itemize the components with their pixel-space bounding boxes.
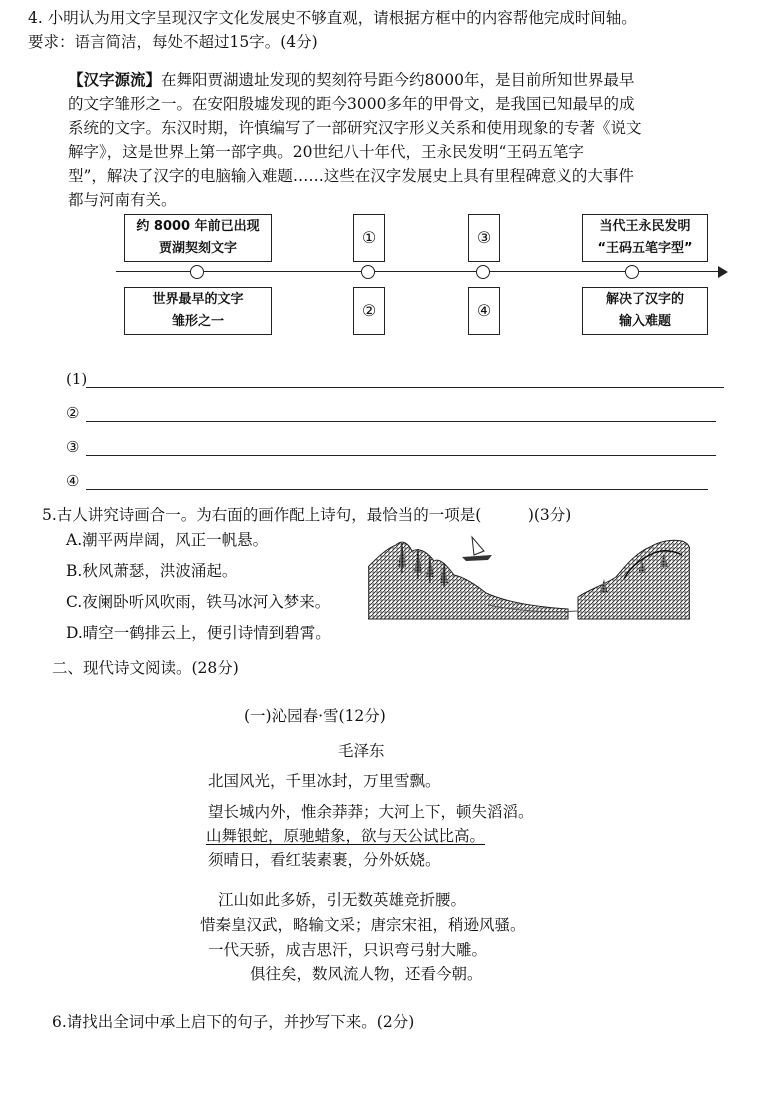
answer-label-3: ③ xyxy=(66,438,80,456)
answer-line-4[interactable] xyxy=(86,489,708,490)
box-text: 世界最早的文字 xyxy=(152,292,244,307)
blank-number: ① xyxy=(361,228,377,247)
passage-tag: 【汉字源流】 xyxy=(68,70,162,89)
q6-stem: 6.请找出全词中承上启下的句子，并抄写下来。(2分) xyxy=(52,1013,415,1031)
poem-line-1: 北国风光，千里冰封，万里雪飘。 xyxy=(208,772,441,790)
box-text: 约 8000 年前已出现 xyxy=(136,219,260,234)
q5-option-a[interactable]: A.潮平两岸阔，风正一帆悬。 xyxy=(66,531,269,549)
passage-line1-text: 在舞阳贾湖遗址发现的契刻符号距今约8000年，是目前所知世界最早 xyxy=(161,71,635,89)
timeline-box-bottom-4 xyxy=(582,287,708,335)
answer-line-2[interactable] xyxy=(86,421,716,422)
landscape-painting xyxy=(368,527,690,620)
timeline-node-1 xyxy=(190,265,204,279)
passage-line2: 的文字雏形之一。在安阳殷墟发现的距今3000多年的甲骨文，是我国已知最早的成 xyxy=(68,95,635,113)
blank-number: ② xyxy=(361,301,377,320)
poem-line-5: 江山如此多娇，引无数英雄竞折腰。 xyxy=(218,891,467,909)
timeline-blank-1[interactable] xyxy=(353,214,385,262)
section2-heading: 二、现代诗文阅读。(28分) xyxy=(52,659,239,677)
timeline-box-top-1 xyxy=(124,214,272,262)
box-text: “王码五笔字型” xyxy=(597,241,693,256)
timeline-blank-3[interactable] xyxy=(468,214,500,262)
poem-author: 毛泽东 xyxy=(338,742,385,760)
box-text: 贾湖契刻文字 xyxy=(158,241,237,256)
poem-line-2: 望长城内外，惟余莽莽；大河上下，顿失滔滔。 xyxy=(208,803,534,821)
poem-title: (一)沁园春·雪(12分) xyxy=(244,707,386,725)
passage-line4: 解字》，这是世界上第一部字典。20世纪八十年代，王永民发明“王码五笔字 xyxy=(68,143,584,161)
timeline-arrow-icon xyxy=(718,266,728,278)
passage-line1 xyxy=(68,70,634,90)
box-text: 当代王永民发明 xyxy=(599,219,691,234)
poem-line-6: 惜秦皇汉武，略输文采；唐宗宋祖，稍逊风骚。 xyxy=(200,916,526,934)
box-text: 雏形之一 xyxy=(171,314,224,329)
timeline-node-3 xyxy=(476,265,490,279)
passage-line6: 都与河南有关。 xyxy=(68,191,177,209)
passage-line5: 型”，解决了汉字的电脑输入难题……这些在汉字发展史上具有里程碑意义的大事件 xyxy=(68,167,634,185)
q5-option-c[interactable]: C.夜阑卧听风吹雨，铁马冰河入梦来。 xyxy=(66,593,331,611)
q4-stem-line1: 4. 小明认为用文字呈现汉字文化发展史不够直观，请根据方框中的内容帮他完成时间轴。 xyxy=(28,9,637,27)
timeline-node-4 xyxy=(625,265,639,279)
q5-option-b[interactable]: B.秋风萧瑟，洪波涌起。 xyxy=(66,562,238,580)
blank-number: ③ xyxy=(476,228,492,247)
blank-number: ④ xyxy=(476,301,492,320)
timeline-box-top-4 xyxy=(582,214,708,262)
q4-stem-line2: 要求：语言简洁，每处不超过15字。(4分) xyxy=(28,33,318,51)
poem-line-8: 俱往矣，数风流人物，还看今朝。 xyxy=(250,965,483,983)
box-text: 输入难题 xyxy=(618,314,671,329)
box-text: 解决了汉字的 xyxy=(605,292,684,307)
timeline-blank-2[interactable] xyxy=(353,287,385,335)
answer-line-3[interactable] xyxy=(86,455,716,456)
answer-label-2: ② xyxy=(66,404,80,422)
answer-line-1[interactable] xyxy=(86,387,724,388)
timeline-box-bottom-1 xyxy=(124,287,272,335)
timeline-node-2 xyxy=(361,265,375,279)
answer-label-1: (1) xyxy=(66,370,88,388)
poem-line-3-underlined: 山舞银蛇，原驰蜡象，欲与天公试比高。 xyxy=(206,827,486,845)
answer-label-4: ④ xyxy=(66,472,80,490)
poem-line-4: 须晴日，看红装素裹，分外妖娆。 xyxy=(208,851,441,869)
timeline-blank-4[interactable] xyxy=(468,287,500,335)
q5-stem: 5.古人讲究诗画合一。为右面的画作配上诗句，最恰当的一项是( )(3分) xyxy=(42,506,572,524)
q5-option-d[interactable]: D.晴空一鹤排云上，便引诗情到碧霄。 xyxy=(66,624,331,642)
passage-line3: 系统的文字。东汉时期，许慎编写了一部研究汉字形义关系和使用现象的专著《说文 xyxy=(68,119,642,137)
poem-line-7: 一代天骄，成吉思汗，只识弯弓射大雕。 xyxy=(208,941,488,959)
